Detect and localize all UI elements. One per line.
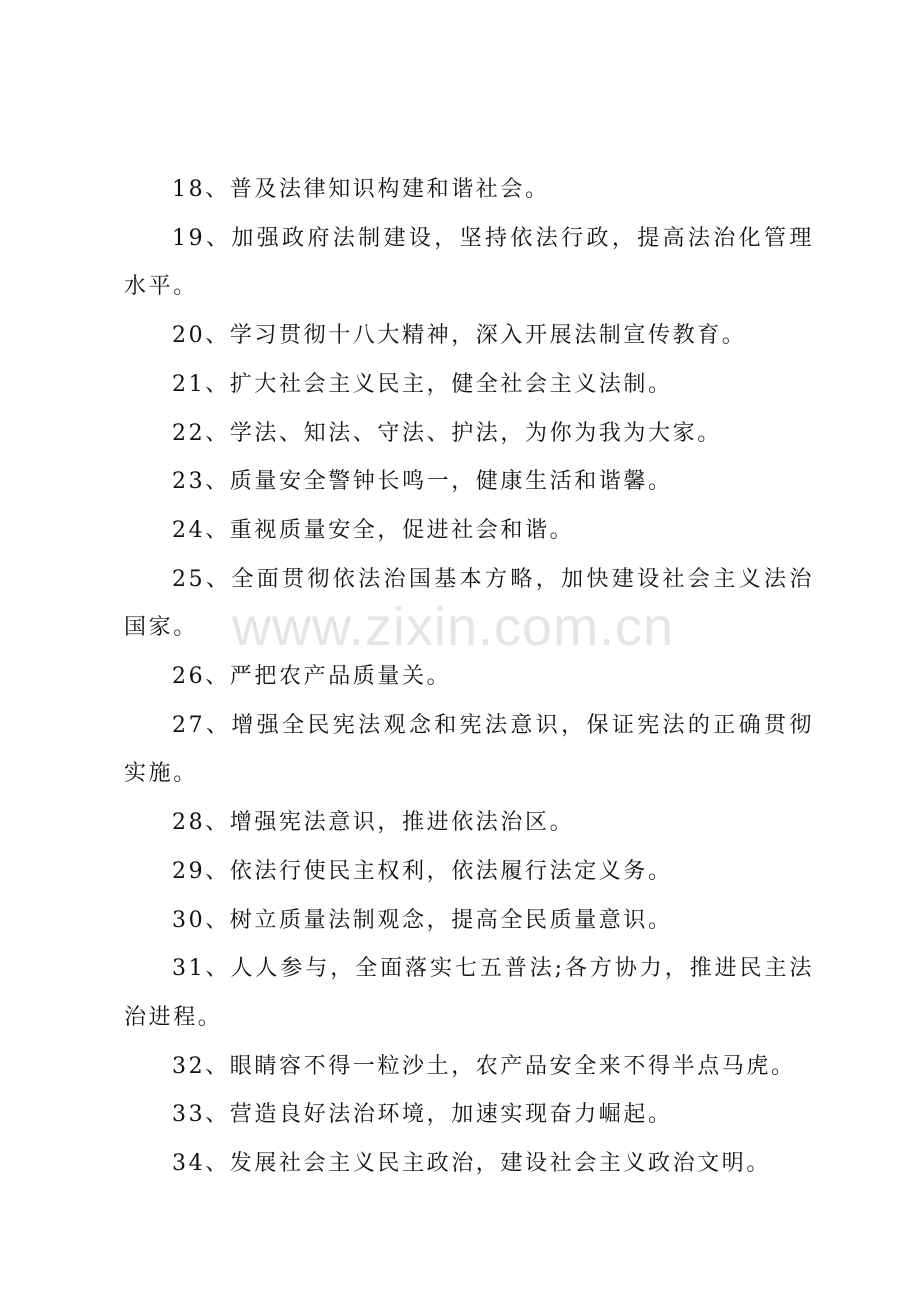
list-item: 22、学法、知法、守法、护法，为你为我为大家。 — [172, 420, 722, 446]
list-item: 21、扩大社会主义民主，健全社会主义法制。 — [172, 371, 673, 397]
document-body — [124, 166, 814, 1189]
list-item: 29、依法行使民主权利，依法履行法定义务。 — [172, 858, 673, 884]
list-item: 19、加强政府法制建设，坚持依法行政，提高法治化管理水平。 — [124, 225, 814, 300]
list-item: 33、营造良好法治环境，加速实现奋力崛起。 — [172, 1102, 673, 1128]
list-item: 28、增强宪法意识，推进依法治区。 — [172, 810, 575, 836]
list-item: 27、增强全民宪法观念和宪法意识，保证宪法的正确贯彻实施。 — [124, 712, 814, 787]
list-item: 24、重视质量安全，促进社会和谐。 — [172, 517, 575, 543]
list-item: 34、发展社会主义民主政治，建设社会主义政治文明。 — [172, 1151, 771, 1177]
list-item: 32、眼睛容不得一粒沙土，农产品安全来不得半点马虎。 — [172, 1053, 796, 1079]
list-item: 23、质量安全警钟长鸣一，健康生活和谐馨。 — [172, 469, 673, 495]
watermark: www.zixin.com.cn — [232, 597, 675, 657]
list-item: 30、树立质量法制观念，提高全民质量意识。 — [172, 907, 673, 933]
list-item: 25、全面贯彻依法治国基本方略，加快建设社会主义法治国家。 — [124, 566, 814, 641]
list-item: 18、普及法律知识构建和谐社会。 — [172, 177, 550, 202]
list-item: 20、学习贯彻十八大精神，深入开展法制宣传教育。 — [172, 323, 747, 349]
list-item: 26、严把农产品质量关。 — [172, 664, 452, 690]
list-item: 31、人人参与，全面落实七五普法;各方协力，推进民主法治进程。 — [124, 956, 814, 1030]
